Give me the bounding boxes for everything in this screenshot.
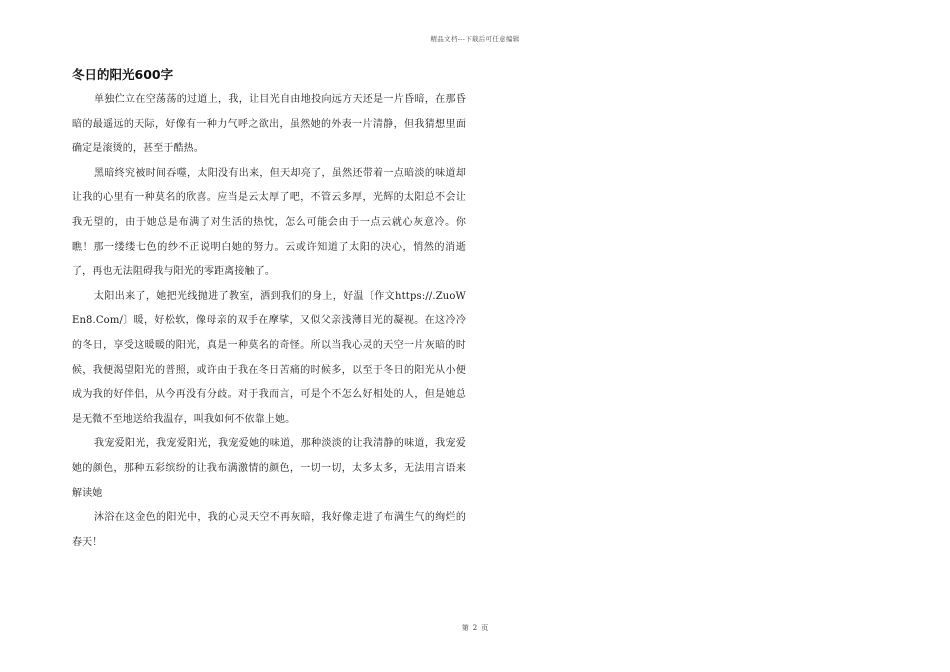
- document-title: 冬日的阳光600字: [72, 67, 174, 82]
- page-number-footer: [0, 623, 950, 633]
- paragraph-1: 单独伫立在空荡荡的过道上，我，让目光自由地投向远方天还是一片昏暗，在那昏暗的最遥远的天际，好像有一种力气呼之欲出，虽然她的外表一片清静，但我猜想里面确定是滚烫的，甚至于酷热。: [72, 94, 466, 155]
- header-note: 精品文档---下载后可任意编辑: [430, 35, 520, 43]
- page-suffix: 页: [481, 624, 489, 632]
- page-number: 2: [472, 624, 478, 632]
- paragraph-2: 黑暗终究被时间吞噬，太阳没有出来，但天却亮了，虽然还带着一点暗淡的味道却让我的心里有一种莫名的欣喜。应当是云太厚了吧，不管云多厚，光辉的太阳总不会让我无望的，由于她总是布满了对生活的热忱，怎么可能会由于一点云就心灰意冷。你瞧！那一缕缕七色的纱不正说明白她的努力。云或许知道了太阳的决心，悄然的消逝了，再也无法阻碍我与阳光的零距离接触了。: [72, 167, 466, 278]
- paragraph-4: 我宠爱阳光，我宠爱阳光，我宠爱她的味道，那种淡淡的让我清静的味道，我宠爱她的颜色，那种五彩缤纷的让我布满激情的颜色，一切一切，太多太多，无法用言语来解读她: [72, 438, 466, 499]
- paragraph-3: 太阳出来了，她把光线抛进了教室，洒到我们的身上，好温〔作文https://.ZuoWEn8.Com/〕暖，好松软，像母亲的双手在摩挲，又似父亲浅薄目光的凝视。在这冷冷的冬日，享受这暖暖的阳光，真是一种莫名的奇怪。所以当我心灵的天空一片灰暗的时候，我便渴望阳光的普照，或许由于我在冬日苦痛的时候多，以至于冬日的阳光从小便成为我的好伴侣，从今再没有分歧。对于我而言，可是个不怎么好相处的人，但是她总是无微不至地送给我温存，叫我如何不依靠上她。: [72, 290, 466, 425]
- page-prefix: 第: [461, 624, 469, 632]
- paragraph-5: 沐浴在这金色的阳光中，我的心灵天空不再灰暗，我好像走进了布满生气的绚烂的春天！: [72, 512, 466, 548]
- document-body: [72, 66, 466, 555]
